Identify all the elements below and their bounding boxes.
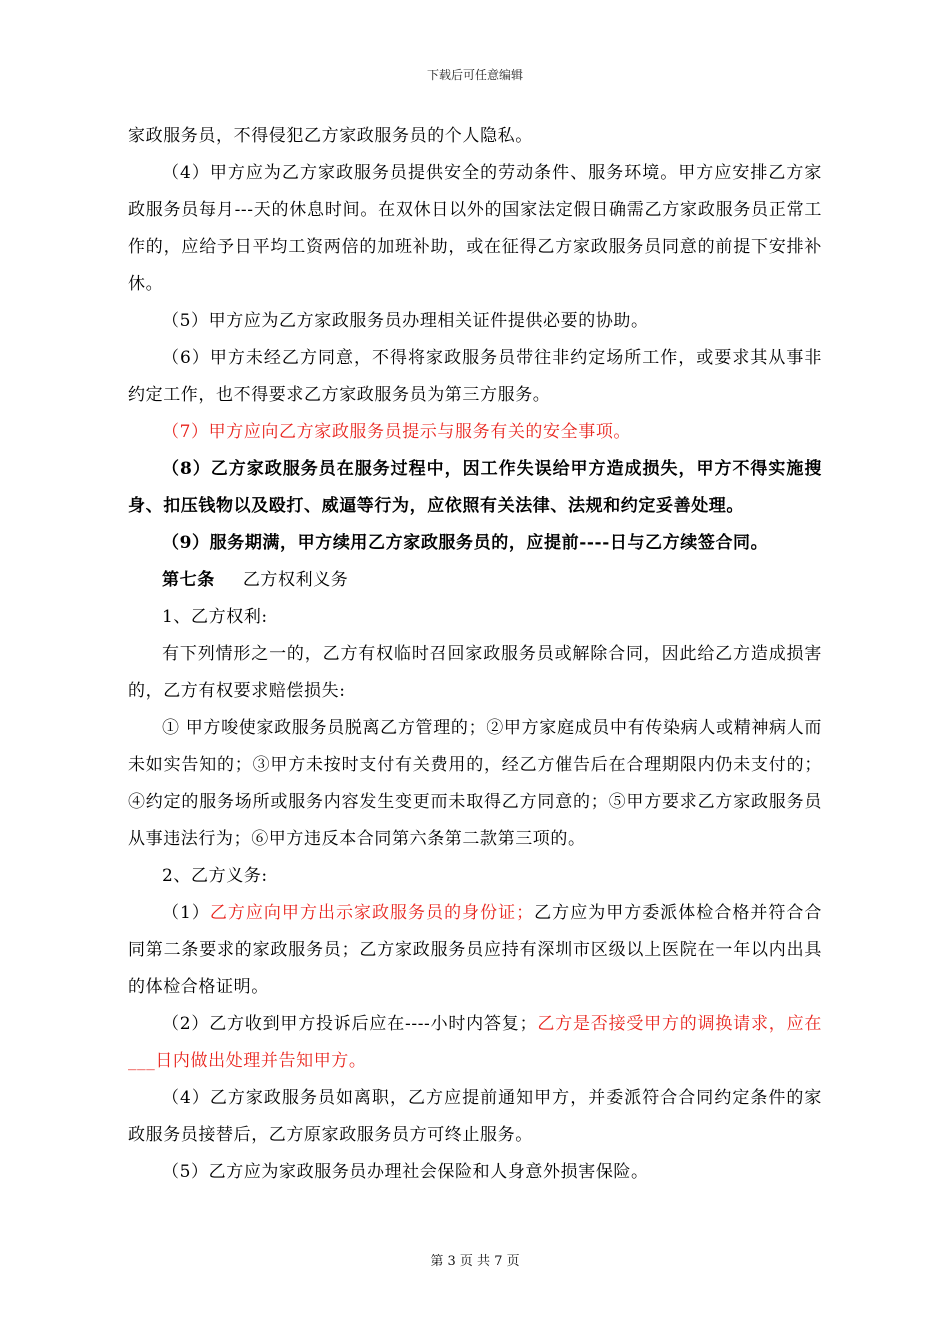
duty-1-red-text: 乙方应向甲方出示家政服务员的身份证； [209, 903, 534, 923]
duty-2 [128, 1006, 822, 1080]
duty-4: （4）乙方家政服务员如离职，乙方应提前通知甲方，并委派符合合同约定条件的家政服务员接替后，乙方原家政服务员方可终止服务。 [128, 1088, 822, 1145]
duty-2-text: （2）乙方收到甲方投诉后应在----小时内答复； [162, 1014, 538, 1034]
duty-1-text: 乙方应为甲方委派体检合格并符合合同第二条要求的家政服务员；乙方家政服务员应持有深圳市区级以上医院在一年以内出具的体检合格证明。 [128, 903, 822, 997]
page-header-note: 下载后可任意编辑 [426, 68, 523, 82]
clause-6-5: （5）甲方应为乙方家政服务员办理相关证件提供必要的协助。 [162, 311, 649, 331]
paragraph-privacy: 家政服务员，不得侵犯乙方家政服务员的个人隐私。 [128, 126, 533, 146]
article-7-heading [128, 562, 822, 599]
clause-6-4: （4）甲方应为乙方家政服务员提供安全的劳动条件、服务环境。甲方应安排乙方家政服务员每月---天的休息时间。在双休日以外的国家法定假日确需乙方家政服务员正常工作的，应给予日平均工资两倍的加班补助，或在征得乙方家政服务员同意的前提下安排补休。 [128, 163, 822, 294]
duty-2-blank: ___ [128, 1051, 156, 1071]
section-rights-heading: 1、乙方权利: [162, 607, 268, 627]
duty-5: （5）乙方应为家政服务员办理社会保险和人身意外损害保险。 [162, 1162, 649, 1182]
rights-intro: 有下列情形之一的，乙方有权临时召回家政服务员或解除合同，因此给乙方造成损害的，乙方有权要求赔偿损失: [128, 644, 822, 701]
article-number: 第七条 [162, 570, 215, 590]
article-title: 乙方权利义务 [242, 570, 349, 590]
clause-6-8: （8）乙方家政服务员在服务过程中，因工作失误给甲方造成损失，甲方不得实施搜身、扣压钱物以及殴打、威逼等行为，应依照有关法律、法规和约定妥善处理。 [128, 459, 822, 516]
rights-list: ① 甲方唆使家政服务员脱离乙方管理的；②甲方家庭成员中有传染病人或精神病人而未如实告知的；③甲方未按时支付有关费用的，经乙方催告后在合理期限内仍未支付的；④约定的服务场所或服务内容发生变更而未取得乙方同意的；⑤甲方要求乙方家政服务员从事违法行为；⑥甲方违反本合同第六条第二款第三项的。 [128, 718, 822, 849]
duty-2-red-text: 乙方是否接受甲方的调换请求，应在 [537, 1014, 822, 1034]
page-number: 第 3 页 共 7 页 [430, 1254, 520, 1269]
duty-1-number: （1） [162, 903, 210, 923]
clause-6-9: （9）服务期满，甲方续用乙方家政服务员的，应提前----日与乙方续签合同。 [162, 533, 769, 553]
document-body [128, 118, 822, 1191]
duty-1 [128, 895, 822, 1006]
duty-2-red-text-end: 日内做出处理并告知甲方。 [155, 1051, 367, 1071]
clause-6-6: （6）甲方未经乙方同意，不得将家政服务员带往非约定场所工作，或要求其从事非约定工作，也不得要求乙方家政服务员为第三方服务。 [128, 348, 822, 405]
clause-6-7: （7）甲方应向乙方家政服务员提示与服务有关的安全事项。 [162, 422, 632, 442]
section-duties-heading: 2、乙方义务: [162, 866, 268, 886]
